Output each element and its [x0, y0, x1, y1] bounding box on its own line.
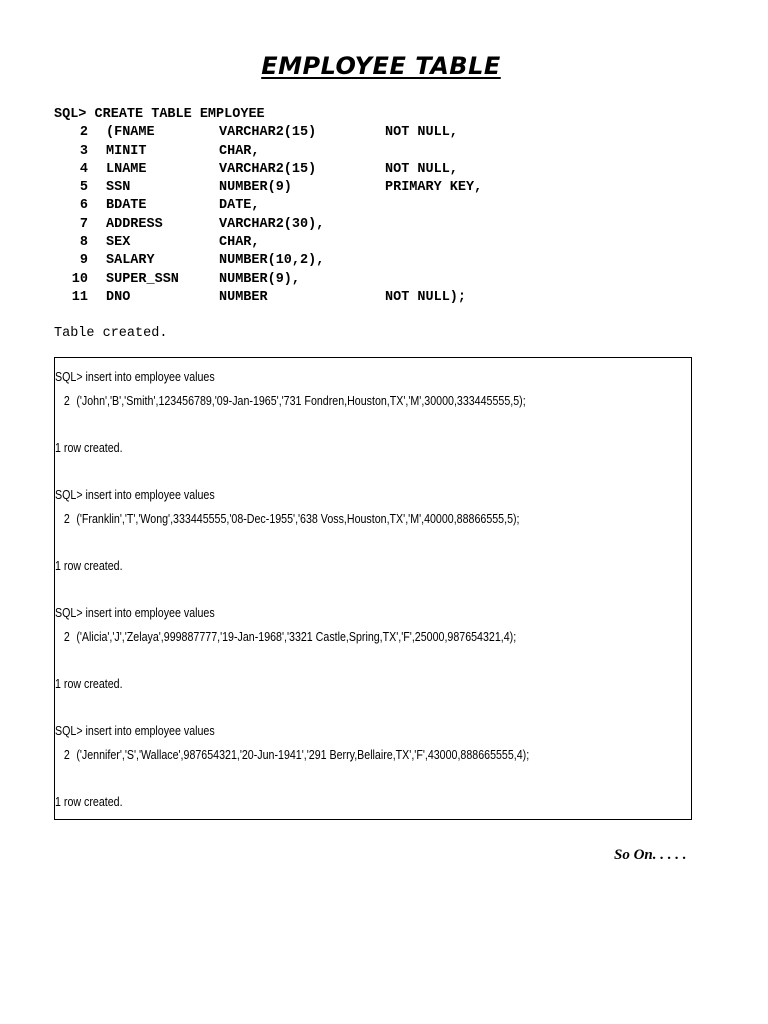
insert-values-line — [55, 393, 526, 409]
line-number: 3 — [79, 143, 88, 159]
line-number: 11 — [71, 289, 88, 305]
create-statement: CREATE TABLE EMPLOYEE — [94, 107, 265, 122]
insert-values-line — [55, 629, 516, 645]
column-constraint: NOT NULL); — [385, 289, 467, 305]
insert-values-line — [55, 511, 520, 527]
insert-values: ('Jennifer','S','Wallace',987654321,'20-Jun-1941','291 Berry,Bellaire,TX','F',43000,888665555,4); — [76, 747, 530, 762]
column-name: SALARY — [106, 253, 155, 269]
column-type: NUMBER(9) — [219, 180, 292, 196]
column-name: SEX — [106, 235, 131, 251]
column-constraint: PRIMARY KEY, — [385, 180, 483, 196]
line-number: 2 — [63, 393, 70, 408]
insert-statement: SQL> insert into employee values — [55, 369, 215, 384]
column-def-line — [54, 161, 482, 179]
column-def-line — [54, 289, 482, 307]
insert-statements-box — [54, 357, 692, 820]
so-on-footer: So On. . . . . — [614, 847, 687, 863]
column-name: DNO — [106, 289, 131, 305]
column-type: VARCHAR2(15) — [219, 161, 317, 177]
sql-prompt: SQL> — [54, 107, 87, 122]
line-number: 2 — [63, 747, 70, 762]
row-created-message: 1 row created. — [55, 440, 123, 455]
column-name: SUPER_SSN — [106, 271, 179, 287]
page-title: EMPLOYEE TABLE — [261, 52, 501, 80]
line-number: 8 — [79, 235, 88, 251]
row-created-message: 1 row created. — [55, 794, 123, 809]
column-name: BDATE — [106, 198, 147, 214]
line-number: 6 — [79, 198, 88, 214]
create-header-line — [54, 106, 482, 124]
column-type: DATE, — [219, 198, 260, 214]
insert-values: ('Alicia','J','Zelaya',999887777,'19-Jan-1968','3321 Castle,Spring,TX','F',25000,987654321,4); — [76, 629, 517, 644]
insert-statement: SQL> insert into employee values — [55, 723, 215, 738]
row-created-message: 1 row created. — [55, 558, 123, 573]
column-name: ADDRESS — [106, 216, 163, 232]
column-constraint: NOT NULL, — [385, 125, 458, 141]
column-name: SSN — [106, 180, 131, 196]
insert-statement: SQL> insert into employee values — [55, 605, 215, 620]
column-def-line — [54, 124, 482, 142]
column-name: LNAME — [106, 161, 147, 177]
insert-values-line — [55, 747, 529, 763]
column-type: NUMBER(10,2), — [219, 253, 325, 269]
insert-values: ('John','B','Smith',123456789,'09-Jan-1965','731 Fondren,Houston,TX','M',30000,333445555,5); — [76, 393, 526, 408]
column-type: NUMBER — [219, 289, 268, 305]
column-type: VARCHAR2(30), — [219, 216, 325, 232]
line-number: 4 — [79, 161, 88, 177]
table-created-message: Table created. — [54, 326, 168, 341]
column-name: MINIT — [106, 143, 147, 159]
line-number: 2 — [79, 125, 88, 141]
column-constraint: NOT NULL, — [385, 161, 458, 177]
column-def-line — [54, 234, 482, 252]
line-number: 10 — [71, 271, 88, 287]
column-type: CHAR, — [219, 143, 260, 159]
column-name: (FNAME — [106, 125, 155, 141]
line-number: 2 — [63, 511, 70, 526]
insert-values: ('Franklin','T','Wong',333445555,'08-Dec-1955','638 Voss,Houston,TX','M',40000,88866555,5); — [76, 511, 520, 526]
column-def-line — [54, 143, 482, 161]
create-table-statement — [54, 106, 482, 307]
row-created-message: 1 row created. — [55, 676, 123, 691]
column-def-line — [54, 271, 482, 289]
column-type: CHAR, — [219, 235, 260, 251]
column-def-line — [54, 216, 482, 234]
column-type: VARCHAR2(15) — [219, 125, 317, 141]
column-def-line — [54, 197, 482, 215]
line-number: 5 — [79, 180, 88, 196]
column-def-line — [54, 252, 482, 270]
line-number: 9 — [79, 253, 88, 269]
line-number: 7 — [79, 216, 88, 232]
column-def-line — [54, 179, 482, 197]
insert-statement: SQL> insert into employee values — [55, 487, 215, 502]
column-type: NUMBER(9), — [219, 271, 301, 287]
line-number: 2 — [63, 629, 70, 644]
